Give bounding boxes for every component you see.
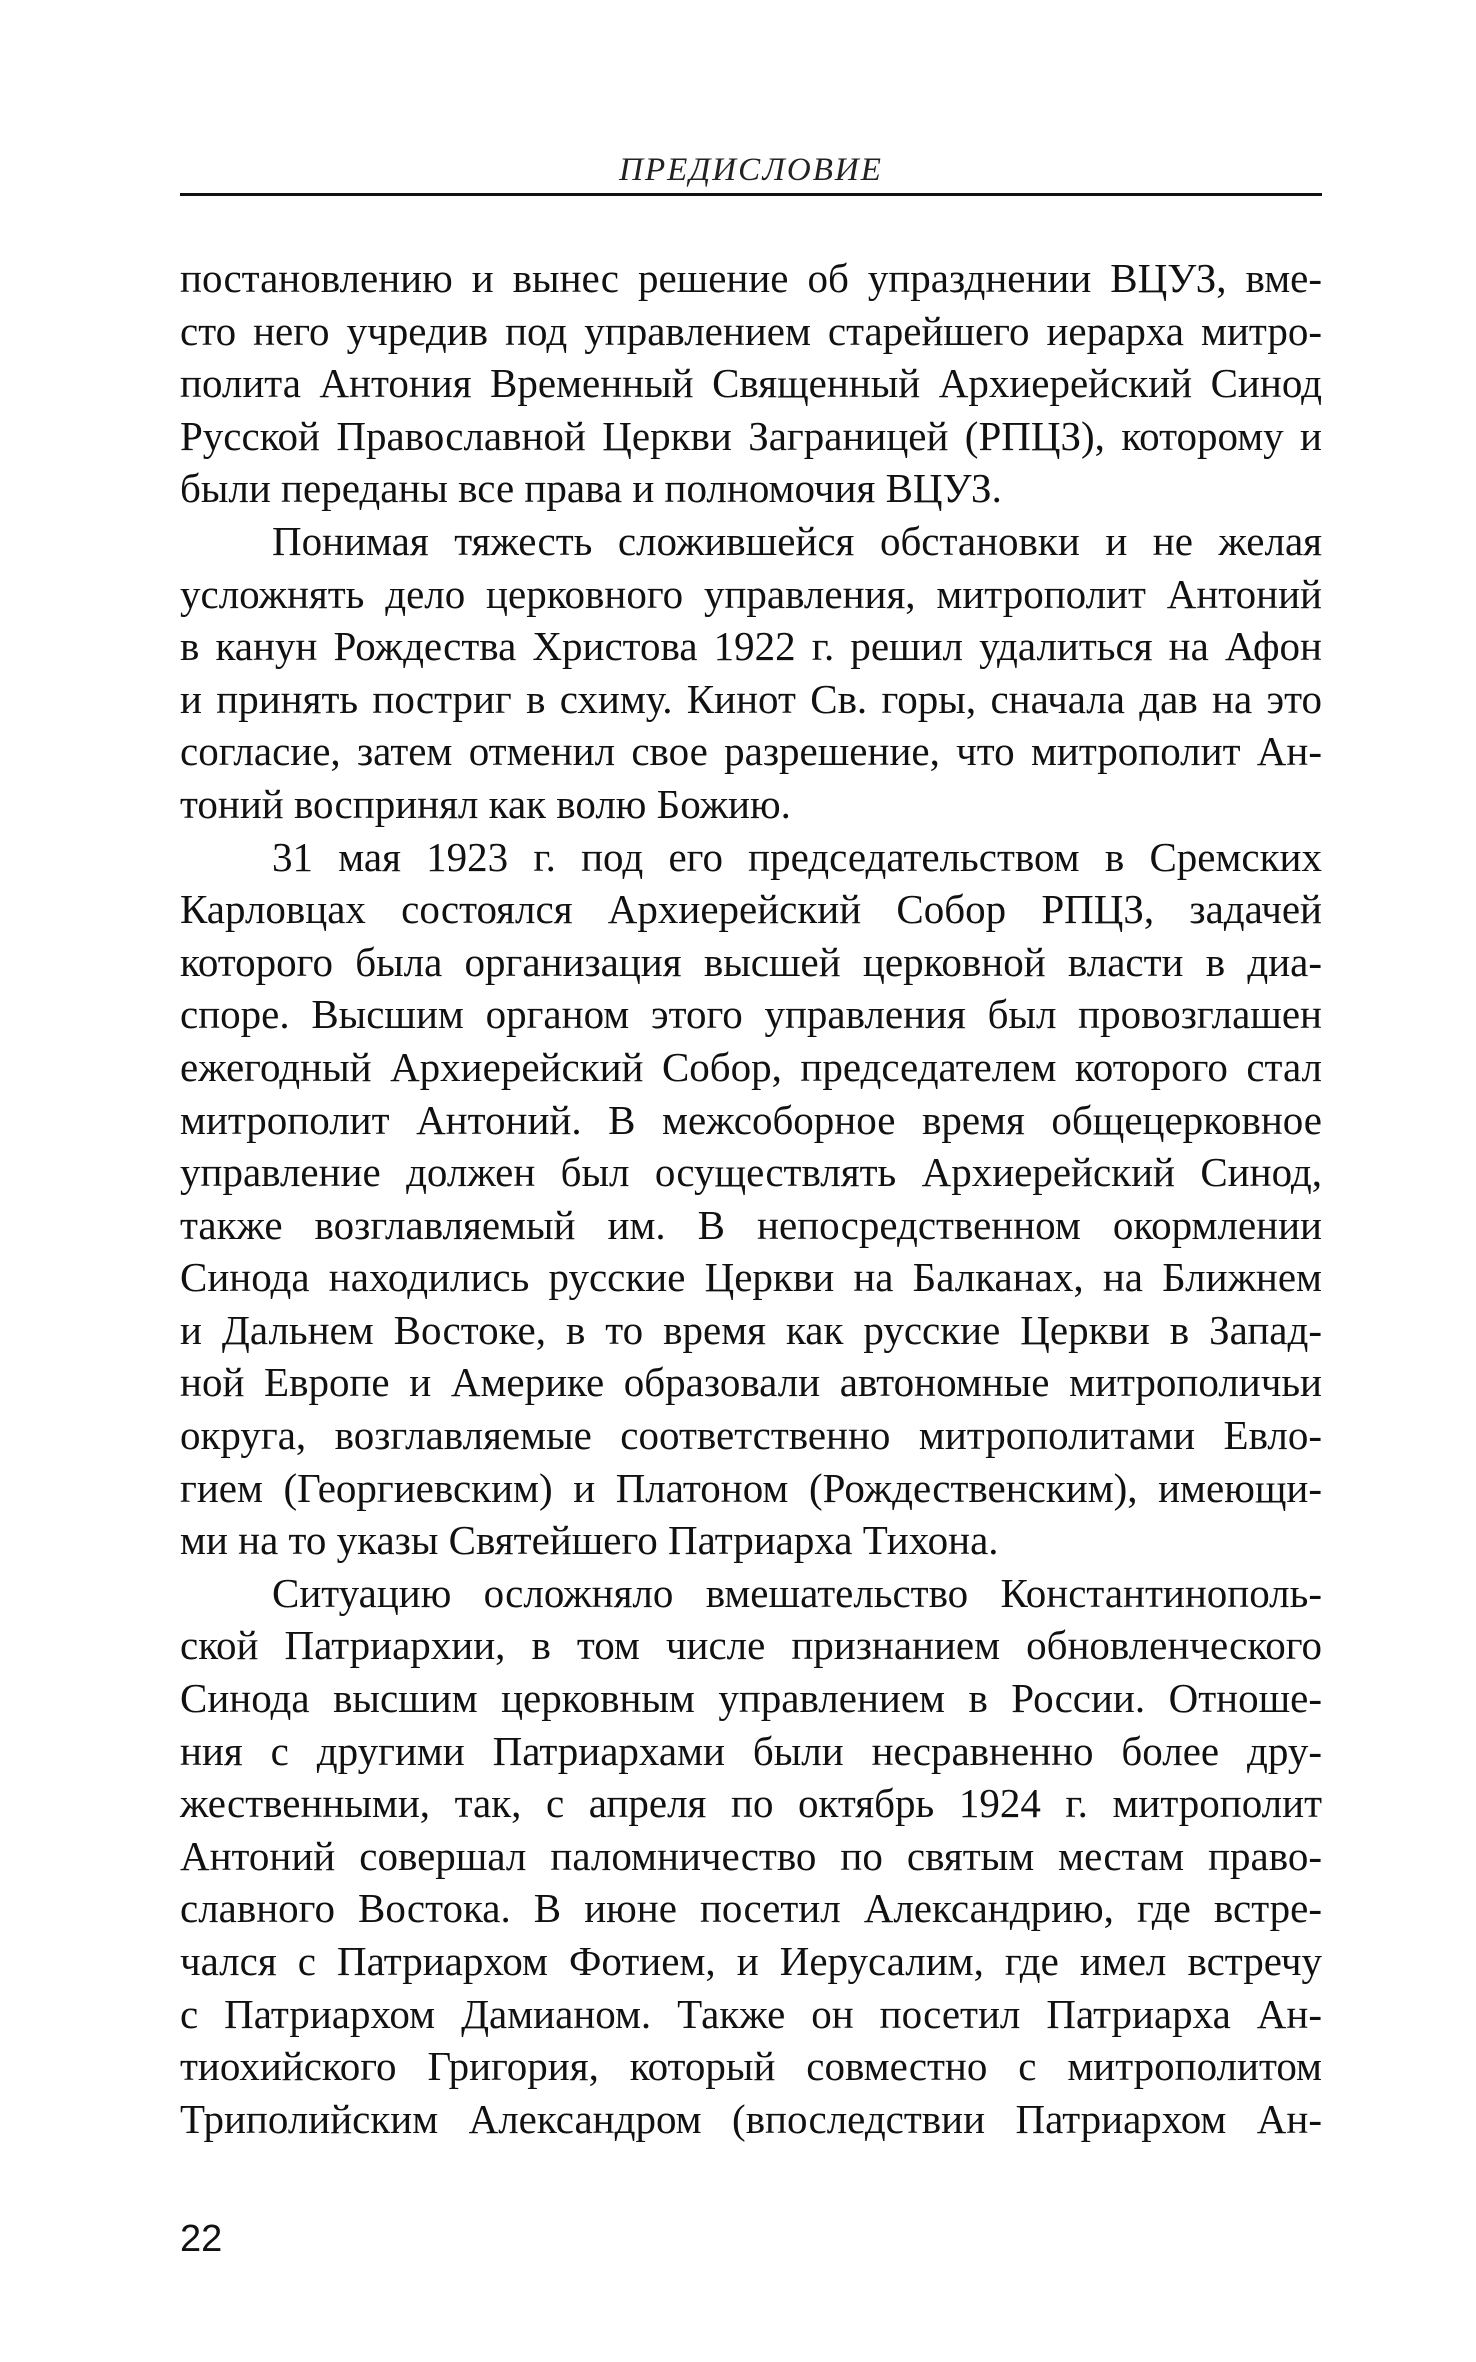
- body-text: [180, 252, 1322, 2145]
- text-line: ной Европе и Америке образовали автономные митрополичьи: [180, 1359, 1322, 1406]
- text-line: гием (Георгиевским) и Платоном (Рождественским), имеющи-: [180, 1464, 1322, 1511]
- text-line: которого была организация высшей церковной власти в диа-: [180, 938, 1322, 985]
- text-line: чался с Патриархом Фотием, и Иерусалим, где имел встречу: [180, 1938, 1322, 1984]
- text-line: сто него учредив под управлением старейшего иерарха митро-: [180, 307, 1322, 354]
- text-line: ежегодный Архиерейский Собор, председателем которого стал: [180, 1043, 1322, 1090]
- text-line: усложнять дело церковного управления, митрополит Антоний: [180, 570, 1322, 617]
- running-header: ПРЕДИСЛОВИЕ: [619, 152, 883, 188]
- text-line: Триполийским Александром (впоследствии Патриархом Ан-: [180, 2095, 1322, 2142]
- text-line: Антоний совершал паломничество по святым местам право-: [180, 1832, 1322, 1879]
- text-line: тоний воспринял как волю Божию.: [180, 780, 791, 827]
- text-line: 31 мая 1923 г. под его председательством в Сремских: [272, 833, 1322, 880]
- text-line: и Дальнем Востоке, в то время как русские Церкви в Запад-: [180, 1306, 1322, 1353]
- text-line: ния с другими Патриархами были несравненно более дру-: [180, 1727, 1322, 1774]
- text-line: полита Антония Временный Священный Архиерейский Синод: [180, 360, 1322, 407]
- text-line: Понимая тяжесть сложившейся обстановки и не желая: [272, 517, 1322, 564]
- text-line: согласие, затем отменил свое разрешение, что митрополит Ан-: [180, 728, 1322, 775]
- text-line: были переданы все права и полномочия ВЦУЗ.: [180, 465, 1002, 512]
- page-number: 22: [180, 2218, 223, 2260]
- text-line: тиохийского Григория, который совместно с митрополитом: [180, 2043, 1322, 2090]
- text-line: Карловцах состоялся Архиерейский Собор РПЦЗ, задачей: [180, 886, 1322, 933]
- text-line: ской Патриархии, в том числе признанием обновленческого: [180, 1622, 1322, 1669]
- text-line: округа, возглавляемые соответственно митрополитами Евло-: [180, 1412, 1322, 1459]
- text-line: споре. Высшим органом этого управления был провозглашен: [180, 991, 1322, 1038]
- header-rule: [180, 193, 1322, 196]
- text-line: жественными, так, с апреля по октябрь 1924 г. митрополит: [180, 1780, 1322, 1827]
- text-line: Русской Православной Церкви Заграницей (РПЦЗ), которому и: [180, 412, 1322, 459]
- text-line: славного Востока. В июне посетил Александрию, где встре-: [180, 1885, 1322, 1932]
- text-line: управление должен был осуществлять Архиерейский Синод,: [180, 1149, 1322, 1196]
- text-line: с Патриархом Дамианом. Также он посетил Патриарха Ан-: [180, 1990, 1322, 2037]
- text-line: постановлению и вынес решение об упразднении ВЦУЗ, вме-: [180, 255, 1322, 301]
- text-line: ми на то указы Святейшего Патриарха Тихона.: [180, 1517, 999, 1564]
- text-line: Синода высшим церковным управлением в России. Отноше-: [180, 1675, 1322, 1722]
- text-line: Ситуацию осложняло вмешательство Константинополь-: [272, 1569, 1322, 1616]
- text-line: Синода находились русские Церкви на Балканах, на Ближнем: [180, 1254, 1322, 1301]
- text-line: митрополит Антоний. В межсоборное время общецерковное: [180, 1096, 1322, 1143]
- text-line: также возглавляемый им. В непосредственном окормлении: [180, 1201, 1322, 1248]
- text-line: и принять постриг в схиму. Кинот Св. горы, сначала дав на это: [180, 675, 1322, 722]
- text-line: в канун Рождества Христова 1922 г. решил удалиться на Афон: [180, 623, 1322, 670]
